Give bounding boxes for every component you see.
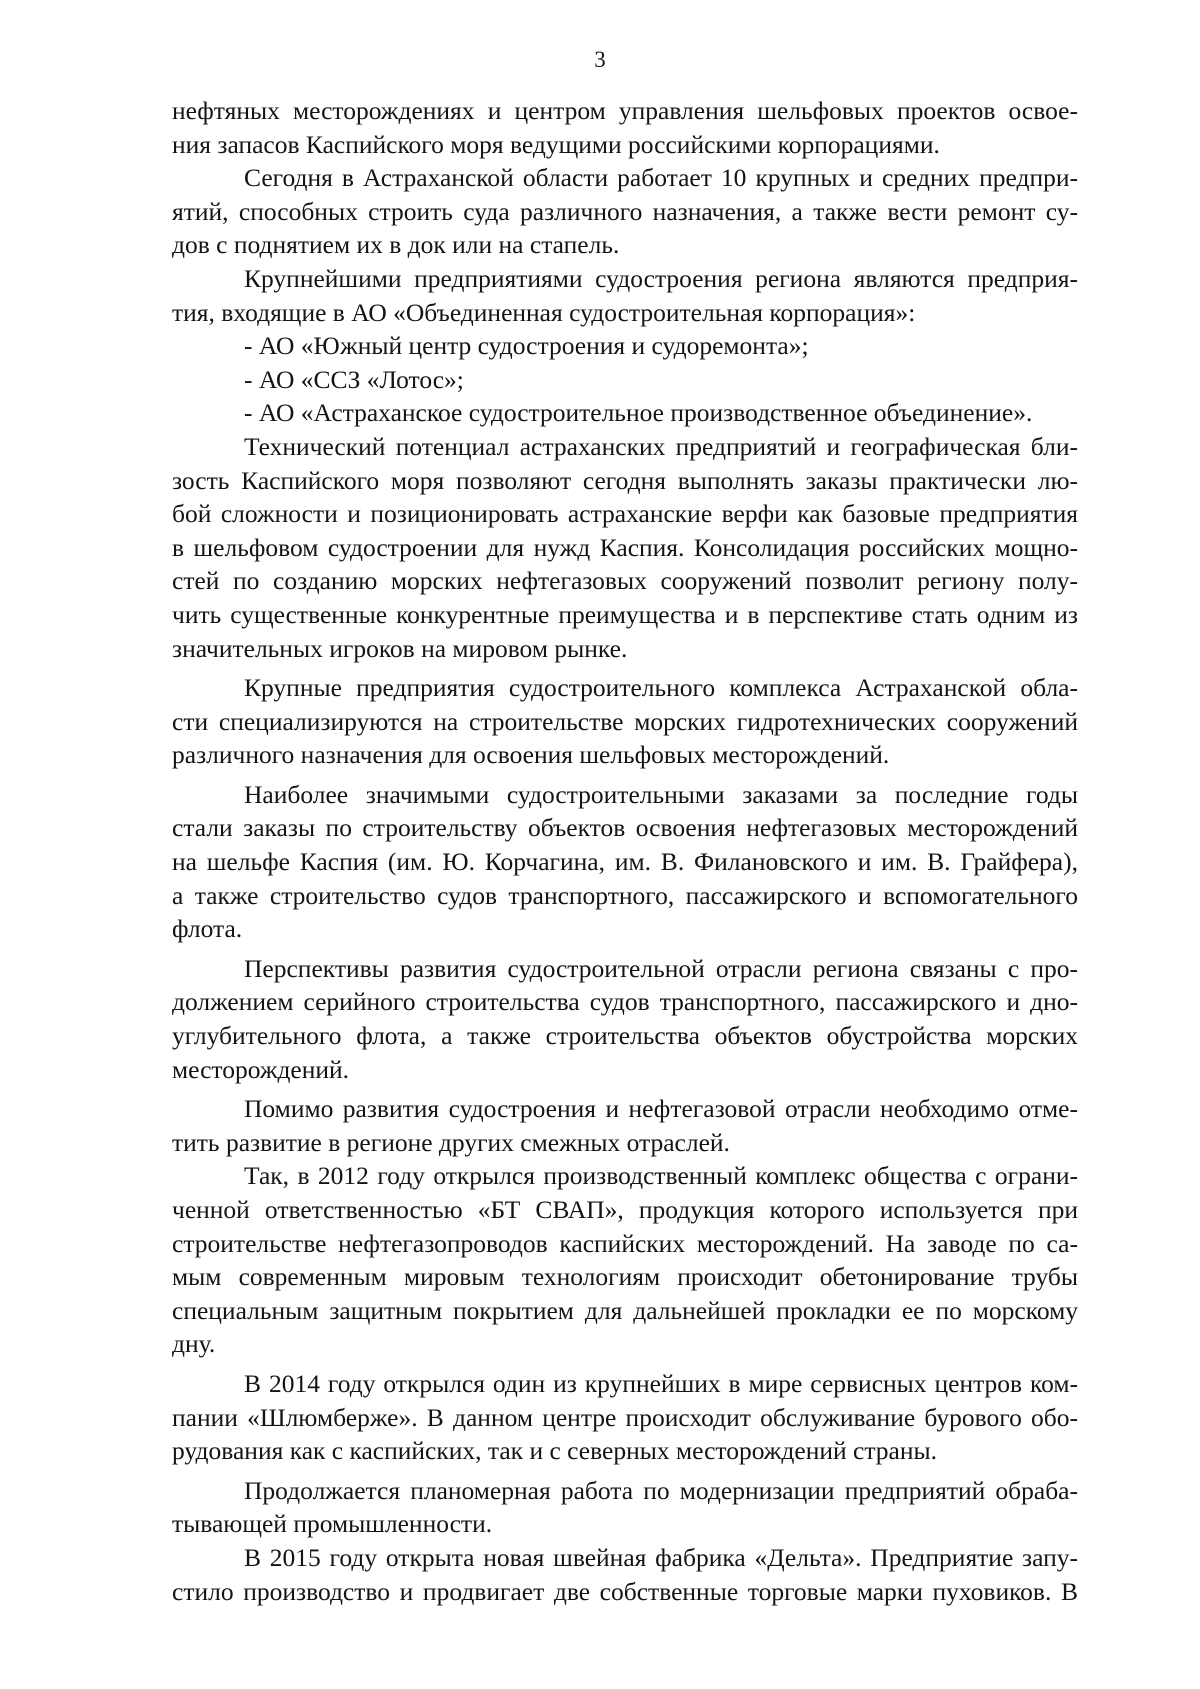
text-line: Крупнейшими предприятиями судостроения региона являются предприя- [244,263,1078,293]
text-line: ния запасов Каспийского моря ведущими российскими корпорациями. [172,129,940,159]
text-line: тывающей промышленности. [172,1509,493,1539]
text-line: сти специализируются на строительстве морских гидротехнических сооружений [172,706,1078,736]
text-line: дов с поднятием их в док или на стапель. [172,230,620,260]
text-line: месторождений. [172,1054,350,1084]
text-line: рудования как с каспийских, так и с северных месторождений страны. [172,1436,938,1466]
text-line: бой сложности и позиционировать астраханские верфи как базовые предприятия [172,499,1078,529]
text-line: Помимо развития судостроения и нефтегазовой отрасли необходимо отме- [244,1094,1078,1124]
page-number: 3 [594,47,606,72]
text-line: углубительного флота, а также строительства объектов обустройства морских [172,1021,1078,1051]
text-line: на шельфе Каспия (им. Ю. Корчагина, им. В. Филановского и им. В. Грайфера), [172,847,1078,877]
text-line: стей по созданию морских нефтегазовых сооружений позволит региону полу- [172,566,1078,596]
text-line: Так, в 2012 году открылся производственный комплекс общества с ограни- [244,1161,1078,1191]
text-line: флота. [172,914,243,944]
text-line: а также строительство судов транспортного, пассажирского и вспомогательного [172,880,1078,910]
text-line: мым современным мировым технологиям происходит обетонирование трубы [172,1262,1078,1292]
text-line: тить развитие в регионе других смежных отраслей. [172,1127,730,1157]
text-line: нефтяных месторождениях и центром управления шельфовых проектов освое- [172,96,1078,125]
text-line: В 2015 году открыта новая швейная фабрика «Дельта». Предприятие запу- [244,1542,1078,1572]
text-line: специальным защитным покрытием для дальнейшей прокладки ее по морскому [172,1295,1078,1325]
text-line: строительстве нефтегазопроводов каспийских месторождений. На заводе по са- [172,1228,1078,1258]
text-line: Перспективы развития судостроительной отрасли региона связаны с про- [244,953,1078,983]
text-line: чить существенные конкурентные преимущества и в перспективе стать одним из [172,599,1078,629]
text-line: - АО «Астраханское судостроительное производственное объединение». [244,398,1033,428]
text-line: Продолжается планомерная работа по модернизации предприятий обраба- [244,1475,1078,1505]
text-line: Наиболее значимыми судостроительными заказами за последние годы [244,779,1078,809]
text-line: - АО «ССЗ «Лотос»; [244,364,464,394]
text-line: ченной ответственностью «БТ СВАП», продукция которого используется при [172,1195,1078,1224]
text-line: ятий, способных строить суда различного назначения, а также вести ремонт су- [172,196,1078,226]
text-line: тия, входящие в АО «Объединенная судостроительная корпорация»: [172,297,916,327]
text-line: Сегодня в Астраханской области работает 10 крупных и средних предпри- [244,163,1078,193]
text-line: в шельфовом судостроении для нужд Каспия. Консолидация российских мощно- [172,532,1078,562]
text-line: - АО «Южный центр судостроения и судоремонта»; [244,331,809,361]
text-line: должением серийного строительства судов транспортного, пассажирского и дно- [172,987,1078,1017]
text-line: зость Каспийского моря позволяют сегодня выполнять заказы практически лю- [172,465,1078,495]
text-line: Крупные предприятия судостроительного комплекса Астраханской обла- [244,673,1078,703]
text-line: дну. [172,1329,216,1359]
text-line: В 2014 году открылся один из крупнейших в мире сервисных центров ком- [244,1368,1078,1398]
text-line: стали заказы по строительству объектов освоения нефтегазовых месторождений [172,813,1078,843]
text-line: Технический потенциал астраханских предприятий и географическая бли- [244,431,1078,461]
text-line: стило производство и продвигает две собственные торговые марки пуховиков. В [172,1576,1078,1606]
text-line: значительных игроков на мировом рынке. [172,633,628,663]
text-line: пании «Шлюмберже». В данном центре происходит обслуживание бурового обо- [172,1402,1078,1432]
text-line: различного назначения для освоения шельфовых месторождений. [172,740,890,770]
body-text [172,94,1078,1608]
